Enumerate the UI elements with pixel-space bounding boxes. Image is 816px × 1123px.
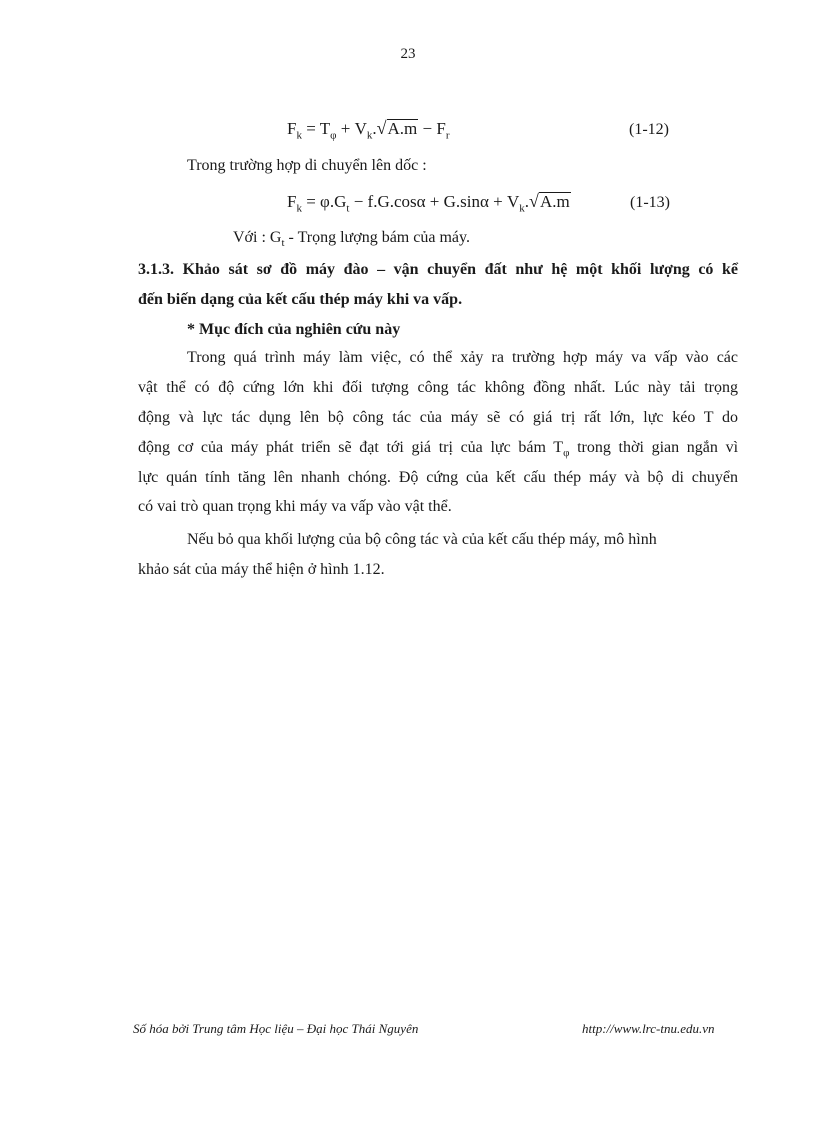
intro-line: Trong trường hợp di chuyển lên dốc :: [187, 157, 427, 174]
paragraph-line: động và lực tác dụng lên bộ công tác của máy sẽ có giá trị rất lớn, lực kéo T do: [138, 409, 738, 426]
paragraph-line: lực quán tính tăng lên nhanh chóng. Độ cứng của kết cấu thép máy và bộ di chuyển: [138, 469, 738, 486]
equation-1-13: $F_k = \varphi.G_t - f.G.\cos\alpha + G.\sin\alpha + V_k.√A.m$: [287, 191, 570, 215]
paragraph-line: Trong quá trình máy làm việc, có thể xảy ra trường hợp máy va vấp vào các: [187, 349, 738, 366]
footer-source: Số hóa bởi Trung tâm Học liệu – Đại học Thái Nguyên: [133, 1021, 419, 1036]
section-heading-line1: 3.1.3. Khảo sát sơ đồ máy đào – vận chuyển đất như hệ một khối lượng có kể: [138, 261, 738, 278]
footer-url[interactable]: http://www.lrc-tnu.edu.vn: [582, 1021, 715, 1036]
paragraph-line: khảo sát của máy thể hiện ở hình 1.12.: [138, 561, 385, 578]
subheading: * Mục đích của nghiên cứu này: [187, 321, 401, 338]
page-number: 23: [400, 46, 416, 62]
equation-1-12: $F_k = T_\varphi + V_k.√A.m - F_r$: [287, 118, 450, 142]
radicand: A.m: [539, 192, 570, 211]
equation-number: (1-12): [629, 121, 669, 138]
with-line: Với : $G_t$ - Trọng lượng bám của máy.: [233, 229, 470, 250]
sqrt-symbol: √: [376, 118, 387, 138]
sqrt-symbol: √: [529, 191, 539, 211]
paragraph-line: vật thể có độ cứng lớn khi đối tượng công tác không đồng nhất. Lúc này tải trọng: [138, 379, 738, 396]
equation-number: (1-13): [630, 194, 670, 211]
section-heading-line2: đến biến dạng của kết cấu thép máy khi va vấp.: [138, 291, 463, 308]
paragraph-line: có vai trò quan trọng khi máy va vấp vào vật thể.: [138, 498, 452, 515]
paragraph-line: Nếu bỏ qua khối lượng của bộ công tác và của kết cấu thép máy, mô hình: [187, 531, 657, 548]
paragraph-line: động cơ của máy phát triển sẽ đạt tới giá trị của lực bám $T_\varphi$ trong thời gian ngắn vì: [138, 439, 739, 460]
radicand: A.m: [387, 119, 418, 138]
